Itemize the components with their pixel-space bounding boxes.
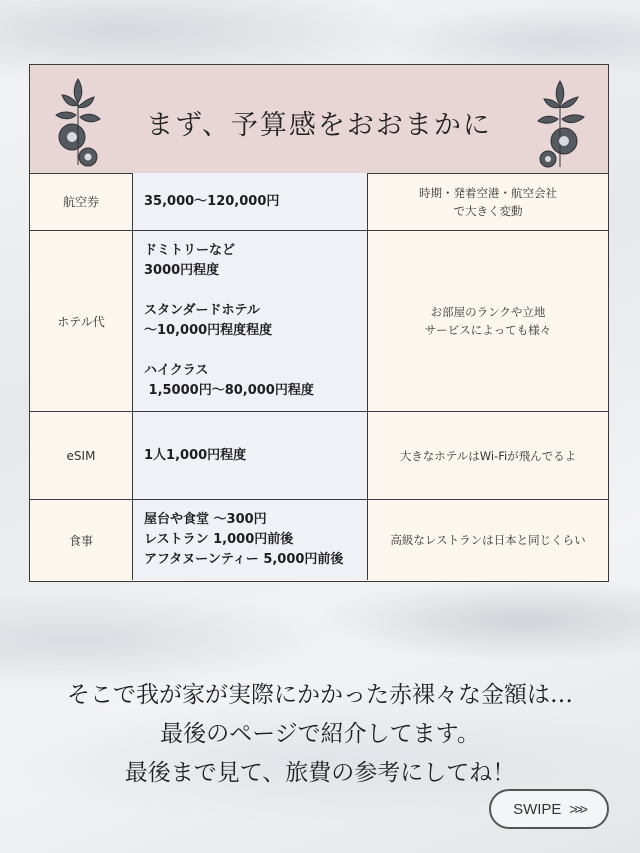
- swipe-label: SWIPE: [513, 800, 562, 818]
- row-note: 大きなホテルはWi-Fiが飛んでるよ: [399, 448, 577, 463]
- chevron-right-icon: >>>: [569, 801, 585, 817]
- row-label: 航空券: [30, 173, 133, 230]
- row-detail: ドミトリーなど 3000円程度 スタンダードホテル 〜10,000円程度程度 ハイクラス 1,5000円〜80,000円程度: [133, 231, 368, 411]
- floral-ornament-icon: [530, 77, 590, 169]
- closing-message: そこで我が家が実際にかかった赤裸々な金額は… 最後のページで紹介してます。 最後まで見て、旅費の参考にしてね！: [67, 682, 573, 786]
- row-detail: 屋台や食堂 〜300円 レストラン 1,000円前後 アフタヌーンティー 5,000円前後: [133, 500, 368, 580]
- budget-table: [29, 64, 609, 582]
- row-note: 時期・発着空港・航空会社 で大きく変動: [419, 185, 557, 218]
- row-detail: 1人1,000円程度: [133, 412, 368, 499]
- row-label: 食事: [30, 500, 133, 580]
- table-row: [30, 500, 608, 580]
- table-row: [30, 173, 608, 231]
- row-note: 高級なレストランは日本と同じくらい: [390, 533, 586, 547]
- row-label: ホテル代: [30, 231, 133, 411]
- row-label: eSIM: [30, 412, 133, 499]
- row-note: お部屋のランクや立地 サービスによっても様々: [424, 305, 552, 337]
- table-header: [30, 65, 608, 174]
- table-row: [30, 412, 608, 500]
- table-row: [30, 231, 608, 412]
- row-detail: 35,000〜120,000円: [133, 173, 368, 230]
- swipe-button[interactable]: [489, 789, 609, 829]
- page-title: まず、予算感をおおまかに: [146, 110, 492, 141]
